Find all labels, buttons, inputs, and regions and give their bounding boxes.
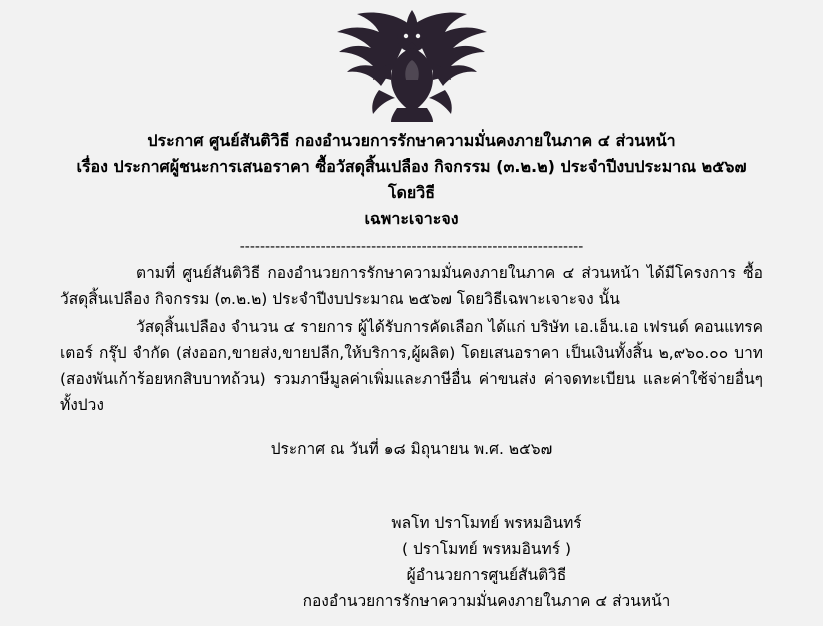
heading-line-1: ประกาศ ศูนย์สันติวิธี กองอำนวยการรักษาความมั่นคงภายในภาค ๔ ส่วนหน้า — [147, 131, 676, 150]
paragraph-1 — [60, 260, 763, 312]
document-heading — [60, 128, 763, 232]
paragraph-2 — [60, 314, 763, 418]
heading-line-2: เรื่อง ประกาศผู้ชนะการเสนอราคา ซื้อวัสดุสิ้นเปลือง กิจกรรม (๓.๒.๒) ประจำปีงบประมาณ ๒๕๖๗ โดยวิธี — [76, 157, 747, 202]
heading-line-3: เฉพาะเจาะจง — [364, 209, 459, 228]
heading-divider: -------------------------------------------------------------------- — [239, 239, 584, 255]
emblem-container — [60, 8, 763, 126]
paragraph-1-text: ตามที่ ศูนย์สันติวิธี กองอำนวยการรักษาความมั่นคงภายในภาค ๔ ส่วนหน้า ได้มีโครงการ ซื้อวัสดุสิ้นเปลือง กิจกรรม (๓.๒.๒) ประจำปีงบประมาณ ๒๕๖๗ โดยวิธีเฉพาะเจาะจง นั้น — [60, 264, 763, 308]
signer-position-line-1: ผู้อำนวยการศูนย์สันติวิธี — [406, 566, 567, 584]
signature-block — [60, 510, 763, 614]
signer-position-line-2: กองอำนวยการรักษาความมั่นคงภายในภาค ๔ ส่วนหน้า — [302, 592, 671, 610]
garuda-emblem — [327, 8, 497, 123]
signer-name-parenthetical: ( ปราโมทย์ พรหมอินทร์ ) — [401, 540, 571, 558]
signer-rank-name: พลโท ปราโมทย์ พรหมอินทร์ — [391, 514, 582, 532]
announcement-date: ประกาศ ณ วันที่ ๑๘ มิถุนายน พ.ศ. ๒๕๖๗ — [270, 440, 553, 458]
paragraph-2-text: วัสดุสิ้นเปลือง จำนวน ๔ รายการ ผู้ได้รับการคัดเลือก ได้แก่ บริษัท เอ.เอ็น.เอ เฟรนด์ คอนแทรคเตอร์ กรุ๊ป จำกัด (ส่งออก,ขายส่ง,ขายปลีก,ให้บริการ,ผู้ผลิต) โดยเสนอราคา เป็นเงินทั้งสิ้น ๒,๙๖๐.๐๐ บาท (สองพันเก้าร้อยหกสิบบาทถ้วน) รวมภาษีมูลค่าเพิ่มและภาษีอื่น ค่าขนส่ง ค่าจดทะเบียน และค่าใช้จ่ายอื่นๆ ทั้งปวง — [60, 318, 763, 414]
